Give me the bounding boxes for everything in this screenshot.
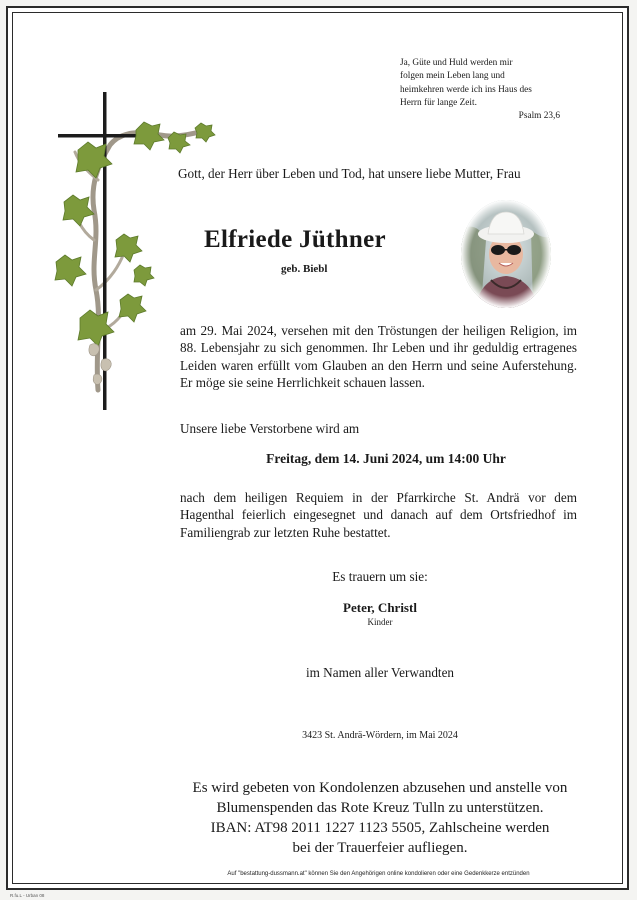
donation-notice [180, 778, 580, 858]
born-name: geb. Biebl [281, 263, 328, 275]
paragraph-burial: nach dem heiligen Requiem in der Pfarrkirche St. Andrä vor dem Hagenthal feierlich eingesegnet und danach auf dem Ortsfriedhof im Familiengrab zur letzten Ruhe bestattet. [180, 490, 577, 540]
paragraph-funeral-intro: Unsere liebe Verstorbene wird am [180, 421, 360, 436]
psalm-line: heimkehren werde ich ins Haus des [400, 84, 532, 95]
footer-note: Auf "bestattung-dussmann.at" können Sie den Angehörigen online kondolieren oder eine Gedenkkerze entzünden [227, 871, 530, 877]
relatives-line: im Namen aller Verwandten [305, 665, 455, 680]
notice-line: bei der Trauerfeier aufliegen. [292, 840, 468, 856]
psalm-reference: Psalm 23,6 [518, 111, 560, 122]
psalm-quote [400, 57, 560, 123]
deceased-name: Elfriede Jüthner [204, 226, 386, 253]
funeral-date: Freitag, dem 14. Juni 2024, um 14:00 Uhr [266, 451, 506, 466]
print-code: R.fu.L - Urban 08 [10, 893, 45, 898]
notice-line: Blumenspenden das Rote Kreuz Tulln zu unterstützen. [216, 800, 544, 816]
mourners-role: Kinder [367, 617, 393, 627]
intro-line: Gott, der Herr über Leben und Tod, hat unsere liebe Mutter, Frau [178, 166, 521, 181]
psalm-line: Ja, Güte und Huld werden mir [400, 58, 513, 68]
notice-line: IBAN: AT98 2011 1227 1123 5505, Zahlscheine werden [210, 820, 550, 836]
place-date: 3423 St. Andrä-Wördern, im Mai 2024 [302, 730, 458, 741]
psalm-line: Herrn für lange Zeit. [400, 97, 477, 108]
mourners-names: Peter, Christl [343, 600, 417, 615]
notice-line: Es wird gebeten von Kondolenzen abzusehen und anstelle von [192, 780, 568, 796]
psalm-line: folgen mein Leben lang und [400, 71, 505, 82]
paragraph-death: am 29. Mai 2024, versehen mit den Tröstungen der heiligen Religion, im 88. Lebensjahr zu sich genommen. Ihr Leben und ihr geduldig ertragenes Leiden waren erfüllt vom Glauben an den Herrn und seine Auferstehung. Er möge sie seine Herrlichkeit schauen lassen. [180, 323, 577, 390]
mourners-heading: Es trauern um sie: [332, 569, 428, 584]
portrait-photo [461, 200, 551, 308]
